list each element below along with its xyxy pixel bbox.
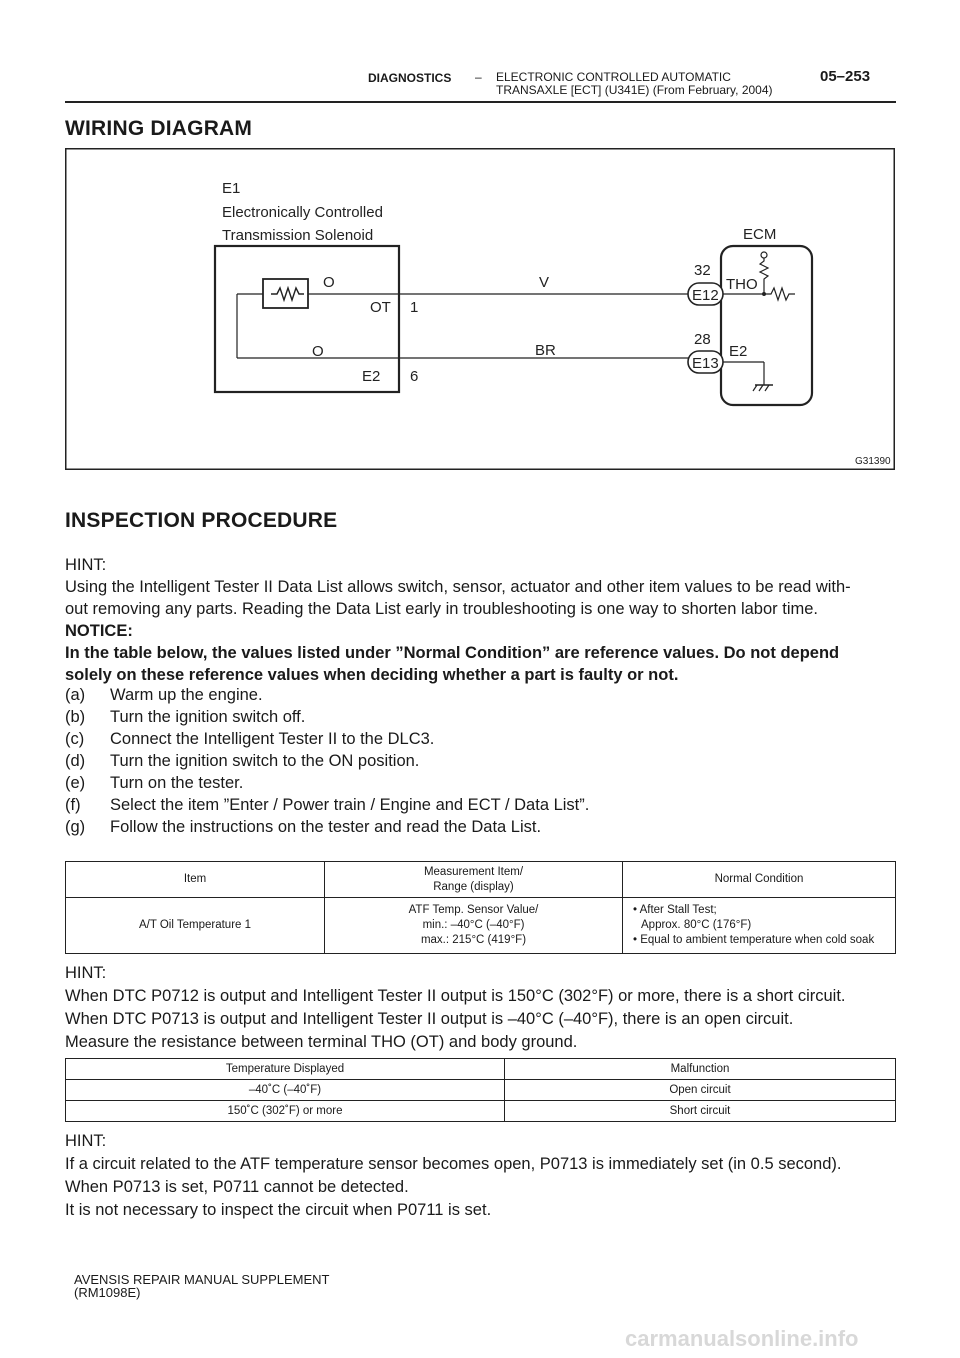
hint3-line2: When P0713 is set, P0711 cannot be detected. [65,1178,409,1196]
step-d: (d) Turn the ignition switch to the ON position. [65,752,420,770]
td-item: A/T Oil Temperature 1 [66,898,325,954]
label-wire-br: BR [535,342,556,359]
th-temperature: Temperature Displayed [66,1059,505,1080]
notice-line2: solely on these reference values when deciding whether a part is faulty or not. [65,666,679,684]
vcc-terminal-icon [761,252,767,258]
label-e13: E13 [692,355,719,372]
notice-line1: In the table below, the values listed under ”Normal Condition” are reference values. Do not depend [65,644,840,662]
ecm-label: ECM [743,226,777,243]
td-temperature: –40˚C (–40˚F) [66,1080,505,1101]
wiring-diagram-heading: WIRING DIAGRAM [65,117,253,140]
label-pin-32: 32 [694,262,711,279]
th-measurement: Measurement Item/ Range (display) [325,862,623,898]
page-number: 05–253 [820,68,871,85]
solenoid-name-1: Electronically Controlled [222,204,383,221]
header-title-line1: ELECTRONIC CONTROLLED AUTOMATIC [496,70,731,84]
label-e2-left: E2 [362,368,381,385]
figure-code: G31390 [855,456,891,467]
label-tho: THO [726,276,758,293]
label-e12: E12 [692,287,719,304]
diagram-frame [66,149,895,470]
th-normal-condition: Normal Condition [623,862,896,898]
th-malfunction: Malfunction [505,1059,896,1080]
hint2-line2: When DTC P0713 is output and Intelligent Tester II output is –40°C (–40°F), there is an open circuit. [65,1010,794,1028]
label-pin-1: 1 [410,299,419,316]
step-g: (g) Follow the instructions on the tester and read the Data List. [65,818,542,836]
label-e2-right: E2 [729,343,748,360]
table-row [66,898,896,954]
td-malfunction: Open circuit [505,1080,896,1101]
inspection-heading: INSPECTION PROCEDURE [65,509,338,532]
ecm-resistor-icon [764,288,795,300]
label-wire-v: V [539,274,550,291]
hint3-line3: It is not necessary to inspect the circuit when P0711 is set. [65,1201,492,1219]
resistor-icon [271,288,304,300]
pullup-resistor-icon [760,258,768,283]
table-row [66,1080,896,1101]
hint1-label: HINT: [65,556,107,574]
solenoid-code: E1 [222,180,241,197]
th-item: Item [66,862,325,898]
td-malfunction: Short circuit [505,1101,896,1122]
header-section: DIAGNOSTICS [368,71,452,85]
malfunction-table [65,1058,896,1122]
footer-code: (RM1098E) [74,1285,141,1300]
wiring-diagram [65,148,895,470]
label-pin-6: 6 [410,368,419,385]
label-pin-28: 28 [694,331,711,348]
table-row [66,1101,896,1122]
data-list-table [65,861,896,954]
label-ot: OT [370,299,391,316]
notice-label: NOTICE: [65,622,133,640]
hint2-line3: Measure the resistance between terminal THO (OT) and body ground. [65,1033,578,1051]
hint2-label: HINT: [65,964,107,982]
td-measurement: ATF Temp. Sensor Value/ min.: –40°C (–40°F) max.: 215°C (419°F) [325,898,623,954]
step-f: (f) Select the item ”Enter / Power train / Engine and ECT / Data List”. [65,796,590,814]
header-rule [65,101,896,103]
header-dash: – [475,70,482,84]
td-temperature: 150˚C (302˚F) or more [66,1101,505,1122]
hint1-line2: out removing any parts. Reading the Data List early in troubleshooting is one way to shorten labor time. [65,600,818,618]
hint1-line1: Using the Intelligent Tester II Data List allows switch, sensor, actuator and other item values to be read with- [65,578,851,596]
label-o-bottom: O [312,343,324,360]
step-a: (a) Warm up the engine. [65,686,263,704]
hint3-label: HINT: [65,1132,107,1150]
hint2-line1: When DTC P0712 is output and Intelligent Tester II output is 150°C (302°F) or more, there is a short circuit. [65,987,846,1005]
footer-manual: AVENSIS REPAIR MANUAL SUPPLEMENT [74,1272,330,1287]
table-header-row [66,862,896,898]
hint3-line1: If a circuit related to the ATF temperature sensor becomes open, P0713 is immediately set (in 0.5 second). [65,1155,842,1173]
step-c: (c) Connect the Intelligent Tester II to the DLC3. [65,730,435,748]
solenoid-name-2: Transmission Solenoid [222,227,374,244]
label-o-top: O [323,274,335,291]
header-title-line2: TRANSAXLE [ECT] (U341E) (From February, 2004) [496,83,773,97]
td-normal-condition: • After Stall Test; Approx. 80°C (176°F) • Equal to ambient temperature when cold soak [623,898,896,954]
step-e: (e) Turn on the tester. [65,774,244,792]
table-header-row [66,1059,896,1080]
step-b: (b) Turn the ignition switch off. [65,708,306,726]
ecm-box [721,246,812,405]
watermark: carmanualsonline.info [625,1326,859,1351]
